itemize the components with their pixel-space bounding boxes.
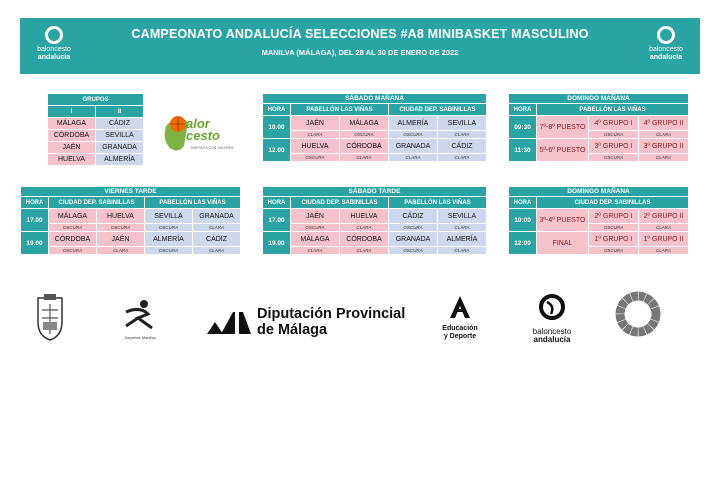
table-title: VIERNES TARDE (21, 187, 241, 197)
match-time: 19.00 (263, 232, 291, 255)
kit-label: OSCURA (145, 224, 193, 232)
basketball-icon (657, 26, 675, 44)
team-cell: CÓRDOBA (49, 232, 97, 247)
sabado-tarde-table (262, 186, 487, 255)
team-cell: 4º GRUPO II (639, 116, 689, 131)
kit-label: CLARA (193, 247, 241, 255)
team-cell: MÁLAGA (340, 116, 389, 131)
kit-label: CLARA (639, 131, 689, 139)
group-i-header: I (48, 106, 96, 118)
venue-header: PABELLÓN LAS VIÑAS (537, 104, 689, 116)
group-team: GRANADA (96, 142, 144, 154)
wheel-icon (614, 290, 662, 338)
valorcesto-text: alor cesto (186, 116, 220, 143)
team-cell: 4º GRUPO I (589, 116, 639, 131)
sabado-manana-table (262, 93, 487, 162)
group-team: MÁLAGA (48, 118, 96, 130)
team-cell: MÁLAGA (291, 232, 340, 247)
junta-line2: y Deporte (443, 333, 477, 340)
fab-logo-bottom (520, 292, 584, 344)
hora-header: HORA (509, 104, 537, 116)
placement-label: 7º-8º PUESTO (537, 116, 589, 139)
kit-label: CLARA (340, 247, 389, 255)
fab-line2: andalucía (533, 335, 571, 344)
match-time: 12:00 (509, 232, 537, 255)
domingo-manana-table-1 (508, 93, 689, 162)
diputacion-line1: Diputación Provincial (257, 306, 406, 322)
kit-label: OSCURA (49, 247, 97, 255)
runner-icon (118, 298, 162, 330)
manilva-deportes-logo (118, 298, 162, 340)
hora-header: HORA (263, 197, 291, 209)
diputacion-line2: de Málaga (257, 322, 328, 338)
kit-label: CLARA (438, 247, 487, 255)
domingo-manana-table-2 (508, 186, 689, 255)
kit-label: CLARA (389, 154, 438, 162)
kit-label: CLARA (97, 247, 145, 255)
team-cell: MÁLAGA (49, 209, 97, 224)
match-time: 10:00 (509, 209, 537, 232)
viernes-tarde-table (20, 186, 241, 255)
logo-text-1: baloncesto (37, 46, 71, 53)
team-cell: 1º GRUPO I (589, 232, 639, 247)
team-cell: 2º GRUPO I (589, 209, 639, 224)
junta-a-icon (448, 294, 472, 320)
logo-text-2: andalucía (649, 54, 683, 61)
junta-educacion-logo (435, 294, 485, 344)
team-cell: GRANADA (193, 209, 241, 224)
team-cell: ALMERÍA (145, 232, 193, 247)
placement-label: 5º-6º PUESTO (537, 139, 589, 162)
hora-header: HORA (263, 104, 291, 116)
placement-label: 3º-4º PUESTO (537, 209, 589, 232)
team-cell: ALMERÍA (389, 116, 438, 131)
crest-icon (30, 292, 70, 344)
kit-label: CLARA (639, 154, 689, 162)
logo-text-1: baloncesto (649, 46, 683, 53)
groups-table (47, 93, 144, 166)
kit-label: CLARA (193, 224, 241, 232)
team-cell: 3º GRUPO I (589, 139, 639, 154)
venue-header: PABELLÓN LAS VIÑAS (389, 197, 487, 209)
team-cell: CÁDIZ (193, 232, 241, 247)
kit-label: CLARA (340, 154, 389, 162)
table-title: SÁBADO TARDE (263, 187, 487, 197)
team-cell: GRANADA (389, 139, 438, 154)
group-team: ALMERÍA (96, 154, 144, 166)
kit-label: OSCURA (389, 131, 438, 139)
valorcesto-slogan: DISFRUTA CON VALORES (190, 146, 234, 150)
kit-label: CLARA (291, 131, 340, 139)
group-team: HUELVA (48, 154, 96, 166)
manilva-deportes-text: Deportes Manilva (124, 335, 156, 340)
hora-header: HORA (21, 197, 49, 209)
venue-header: CIUDAD DEP. SABINILLAS (49, 197, 145, 209)
page-title: CAMPEONATO ANDALUCÍA SELECCIONES #A8 MINIBASKET MASCULINO (131, 27, 589, 41)
group-team: JAÉN (48, 142, 96, 154)
team-cell: 2º GRUPO II (639, 209, 689, 224)
group-ii-header: II (96, 106, 144, 118)
kit-label: CLARA (291, 247, 340, 255)
fab-line1: baloncesto (532, 327, 572, 336)
kit-label: OSCURA (145, 247, 193, 255)
kit-label: OSCURA (49, 224, 97, 232)
hora-header: HORA (509, 197, 537, 209)
kit-label: OSCURA (291, 224, 340, 232)
venue-header: CIUDAD DEP. SABINILLAS (537, 197, 689, 209)
kit-label: OSCURA (589, 224, 639, 232)
kit-label: OSCURA (589, 131, 639, 139)
team-cell: JAÉN (291, 116, 340, 131)
basketball-icon (537, 292, 567, 322)
team-cell: CÓRDOBA (340, 139, 389, 154)
kit-label: OSCURA (389, 247, 438, 255)
kit-label: CLARA (438, 131, 487, 139)
kit-label: CLARA (639, 247, 689, 255)
team-cell: CÁDIZ (438, 139, 487, 154)
venue-header: PABELLÓN LAS VIÑAS (291, 104, 389, 116)
group-team: CÁDIZ (96, 118, 144, 130)
kit-label: OSCURA (389, 224, 438, 232)
team-cell: JAÉN (291, 209, 340, 224)
table-title: DOMINGO MAÑANA (509, 94, 689, 104)
team-cell: CÁDIZ (389, 209, 438, 224)
junta-line1: Educación (442, 325, 478, 332)
match-time: 12.00 (263, 139, 291, 162)
kit-label: OSCURA (291, 154, 340, 162)
kit-label: OSCURA (589, 154, 639, 162)
match-time: 17.00 (263, 209, 291, 232)
kit-label: OSCURA (589, 247, 639, 255)
match-time: 19.00 (21, 232, 49, 255)
match-time: 17.00 (21, 209, 49, 232)
team-cell: SEVILLA (438, 209, 487, 224)
team-cell: GRANADA (389, 232, 438, 247)
team-cell: SEVILLA (145, 209, 193, 224)
manilva-crest-logo (30, 292, 70, 344)
venue-header: CIUDAD DEP. SABINILLAS (389, 104, 487, 116)
group-team: SEVILLA (96, 130, 144, 142)
team-cell: CÓRDOBA (340, 232, 389, 247)
team-cell: 1º GRUPO II (639, 232, 689, 247)
groups-title: GRUPOS (48, 94, 144, 106)
team-cell: HUELVA (340, 209, 389, 224)
kit-label: OSCURA (97, 224, 145, 232)
match-time: 10.00 (263, 116, 291, 139)
match-time: 09:30 (509, 116, 537, 139)
valorcesto-logo (160, 104, 245, 159)
team-cell: 3º GRUPO II (639, 139, 689, 154)
placement-label: FINAL (537, 232, 589, 255)
kit-label: CLARA (438, 224, 487, 232)
team-cell: SEVILLA (438, 116, 487, 131)
team-cell: HUELVA (97, 209, 145, 224)
fab-logo-right (636, 26, 696, 61)
logo-text-2: andalucía (37, 54, 71, 61)
kit-label: OSCURA (340, 131, 389, 139)
diputacion-logo (205, 304, 415, 340)
team-cell: JAÉN (97, 232, 145, 247)
header-banner (20, 18, 700, 74)
venue-header: PABELLÓN LAS VIÑAS (145, 197, 241, 209)
table-title: SÁBADO MAÑANA (263, 94, 487, 104)
sdg-wheel-logo (614, 290, 662, 338)
team-cell: HUELVA (291, 139, 340, 154)
kit-label: CLARA (438, 154, 487, 162)
match-time: 11:30 (509, 139, 537, 162)
group-team: CÓRDOBA (48, 130, 96, 142)
venue-header: CIUDAD DEP. SABINILLAS (291, 197, 389, 209)
team-cell: ALMERÍA (438, 232, 487, 247)
table-title: DOMINGO MAÑANA (509, 187, 689, 197)
kit-label: CLARA (340, 224, 389, 232)
diputacion-mark-icon (205, 308, 253, 338)
kit-label: CLARA (639, 224, 689, 232)
page-subtitle: MANILVA (MÁLAGA), DEL 28 AL 30 DE ENERO DE 2022 (261, 48, 459, 57)
